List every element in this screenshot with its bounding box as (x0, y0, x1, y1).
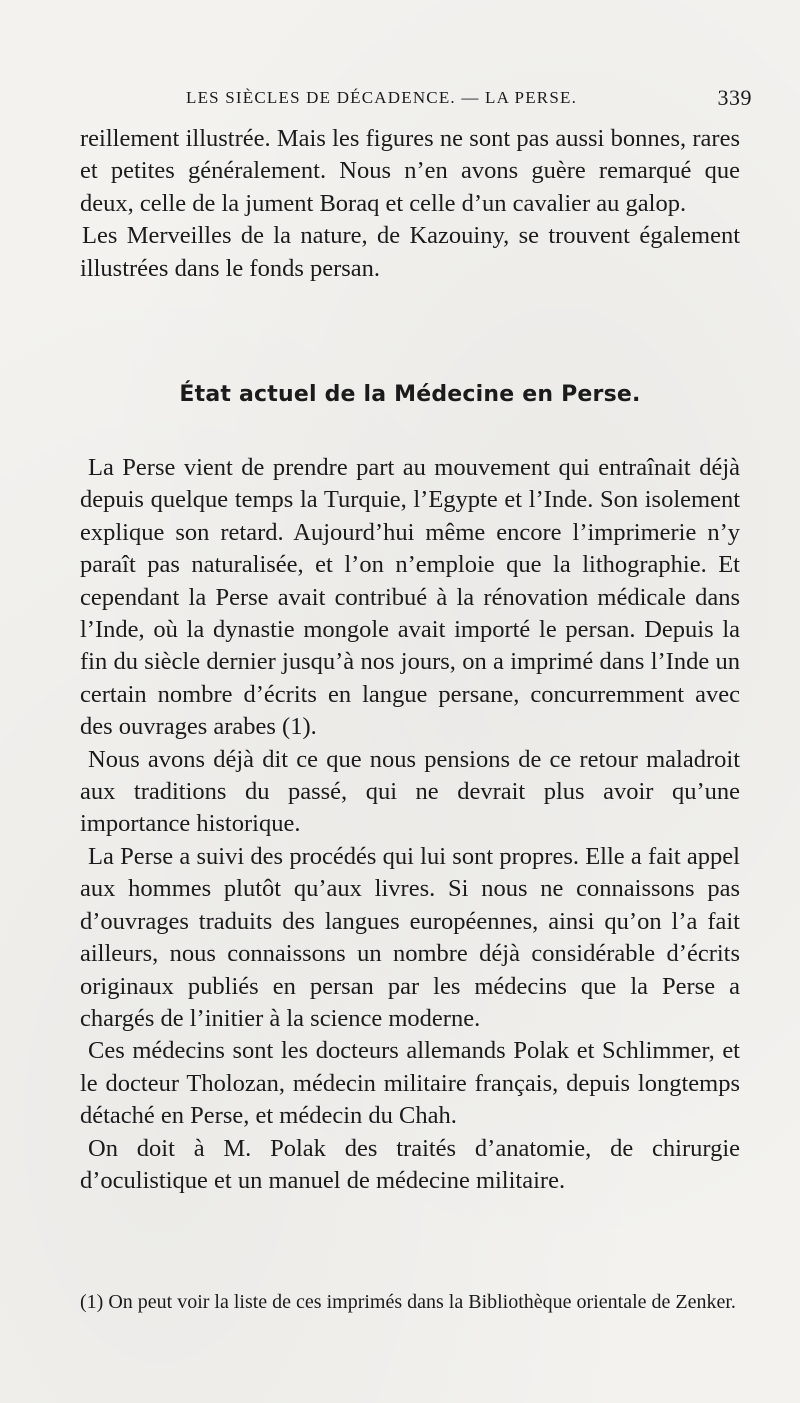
running-title: LES SIÈCLES DE DÉCADENCE. — LA PERSE. (186, 88, 578, 107)
section-paragraph-2: Nous avons déjà dit ce que nous pensions de ce retour maladroit aux traditions du passé, qui ne devrait plus avoir qu’une importance historique. (80, 745, 740, 838)
section-text-block (80, 452, 740, 1197)
section-paragraph-5: On doit à M. Polak des traités d’anatomie, de chirurgie d’oculistique et un manuel de médecine militaire. (80, 1134, 740, 1194)
section-paragraph-4: Ces médecins sont les docteurs allemands Polak et Schlimmer, et le docteur Tholozan, médecin militaire français, depuis longtemps détaché en Perse, et médecin du Chah. (80, 1037, 740, 1130)
page-header (186, 85, 752, 114)
intro-paragraph-2: Les Merveilles de la nature, de Kazouiny, se trouvent également illustrées dans le fonds persan. (80, 222, 740, 282)
section-paragraph-3: La Perse a suivi des procédés qui lui sont propres. Elle a fait appel aux hommes plutôt qu’aux livres. Si nous ne connaissons pas d’ouvrages traduits des langues européennes, ainsi qu’on l’a fait ailleurs, nous connaissons un nombre déjà considérable d’écrits originaux publiés en persan par les médecins que la Perse a chargés de l’initier à la science moderne. (80, 842, 740, 1032)
footnote: (1) On peut voir la liste de ces imprimés dans la Bibliothèque orientale de Zenker. (80, 1291, 736, 1313)
intro-text-block (80, 123, 740, 285)
section-heading: État actuel de la Médecine en Perse. (179, 382, 641, 407)
section-paragraph-1: La Perse vient de prendre part au mouvement qui entraînait déjà depuis quelque temps la Turquie, l’Egypte et l’Inde. Son isolement explique son retard. Aujourd’hui même encore l’imprimerie n’y paraît pas naturalisée, et l’on n’emploie que la lithographie. Et cependant la Perse avait contribué à la rénovation médicale dans l’Inde, où la dynastie mongole avait importé le persan. Depuis la fin du siècle dernier jusqu’à nos jours, on a imprimé dans l’Inde un certain nombre d’écrits en langue persane, concurremment avec des ouvrages arabes (1). (80, 454, 740, 741)
intro-paragraph-1: reillement illustrée. Mais les figures ne sont pas aussi bonnes, rares et petites généralement. Nous n’en avons guère remarqué que deux, celle de la jument Boraq et celle d’un cavalier au galop. (80, 125, 740, 217)
page-number: 339 (717, 85, 752, 110)
